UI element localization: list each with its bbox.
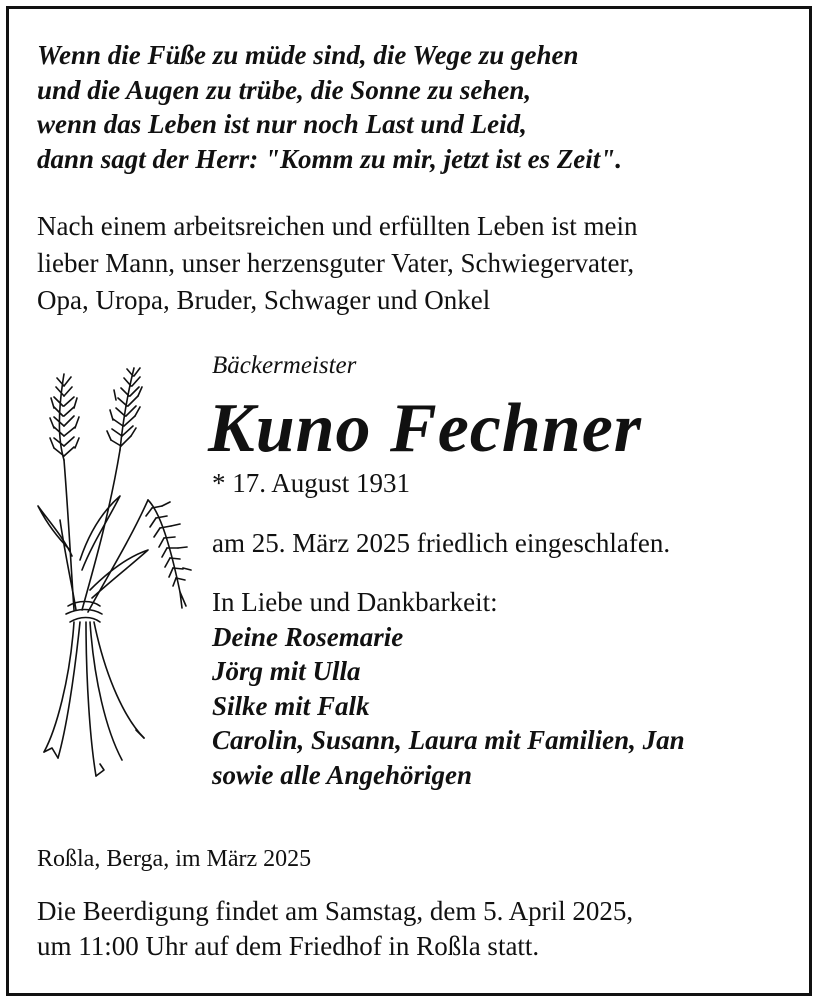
mourner-name: Deine Rosemarie (212, 621, 404, 652)
poem-line: Wenn die Füße zu müde sind, die Wege zu gehen (37, 40, 579, 70)
funeral-notice (37, 894, 797, 963)
mourners-block (212, 585, 685, 792)
intro-line: lieber Mann, unser herzensguter Vater, Schwiegervater, (37, 248, 635, 278)
mourner-name: sowie alle Angehörigen (212, 759, 473, 790)
mourner-name: Carolin, Susann, Laura mit Familien, Jan (212, 725, 685, 755)
wheat-sheaf-icon (30, 360, 200, 790)
poem-line: dann sagt der Herr: "Komm zu mir, jetzt ist es Zeit". (37, 143, 623, 174)
intro-text (37, 208, 797, 319)
intro-line: Opa, Uropa, Bruder, Schwager und Onkel (37, 285, 491, 315)
intro-line: Nach einem arbeitsreichen und erfüllten Leben ist mein (37, 211, 638, 241)
deceased-name: Kuno Fechner (208, 390, 643, 467)
place-date: Roßla, Berga, im März 2025 (37, 846, 312, 872)
birth-date: * 17. August 1931 (212, 468, 411, 498)
funeral-line: Die Beerdigung findet am Samstag, dem 5. April 2025, (37, 896, 634, 926)
death-notice: am 25. März 2025 friedlich eingeschlafen. (212, 528, 671, 558)
poem-line: wenn das Leben ist nur noch Last und Leid, (37, 109, 527, 139)
poem-line: und die Augen zu trübe, die Sonne zu sehen, (37, 74, 532, 105)
poem-verse (37, 38, 797, 176)
mourner-name: Jörg mit Ulla (212, 656, 361, 686)
deceased-title: Bäckermeister (212, 352, 357, 379)
mourner-name: Silke mit Falk (212, 690, 370, 721)
funeral-line: um 11:00 Uhr auf dem Friedhof in Roßla statt. (37, 930, 540, 961)
mourners-intro: In Liebe und Dankbarkeit: (212, 587, 498, 617)
